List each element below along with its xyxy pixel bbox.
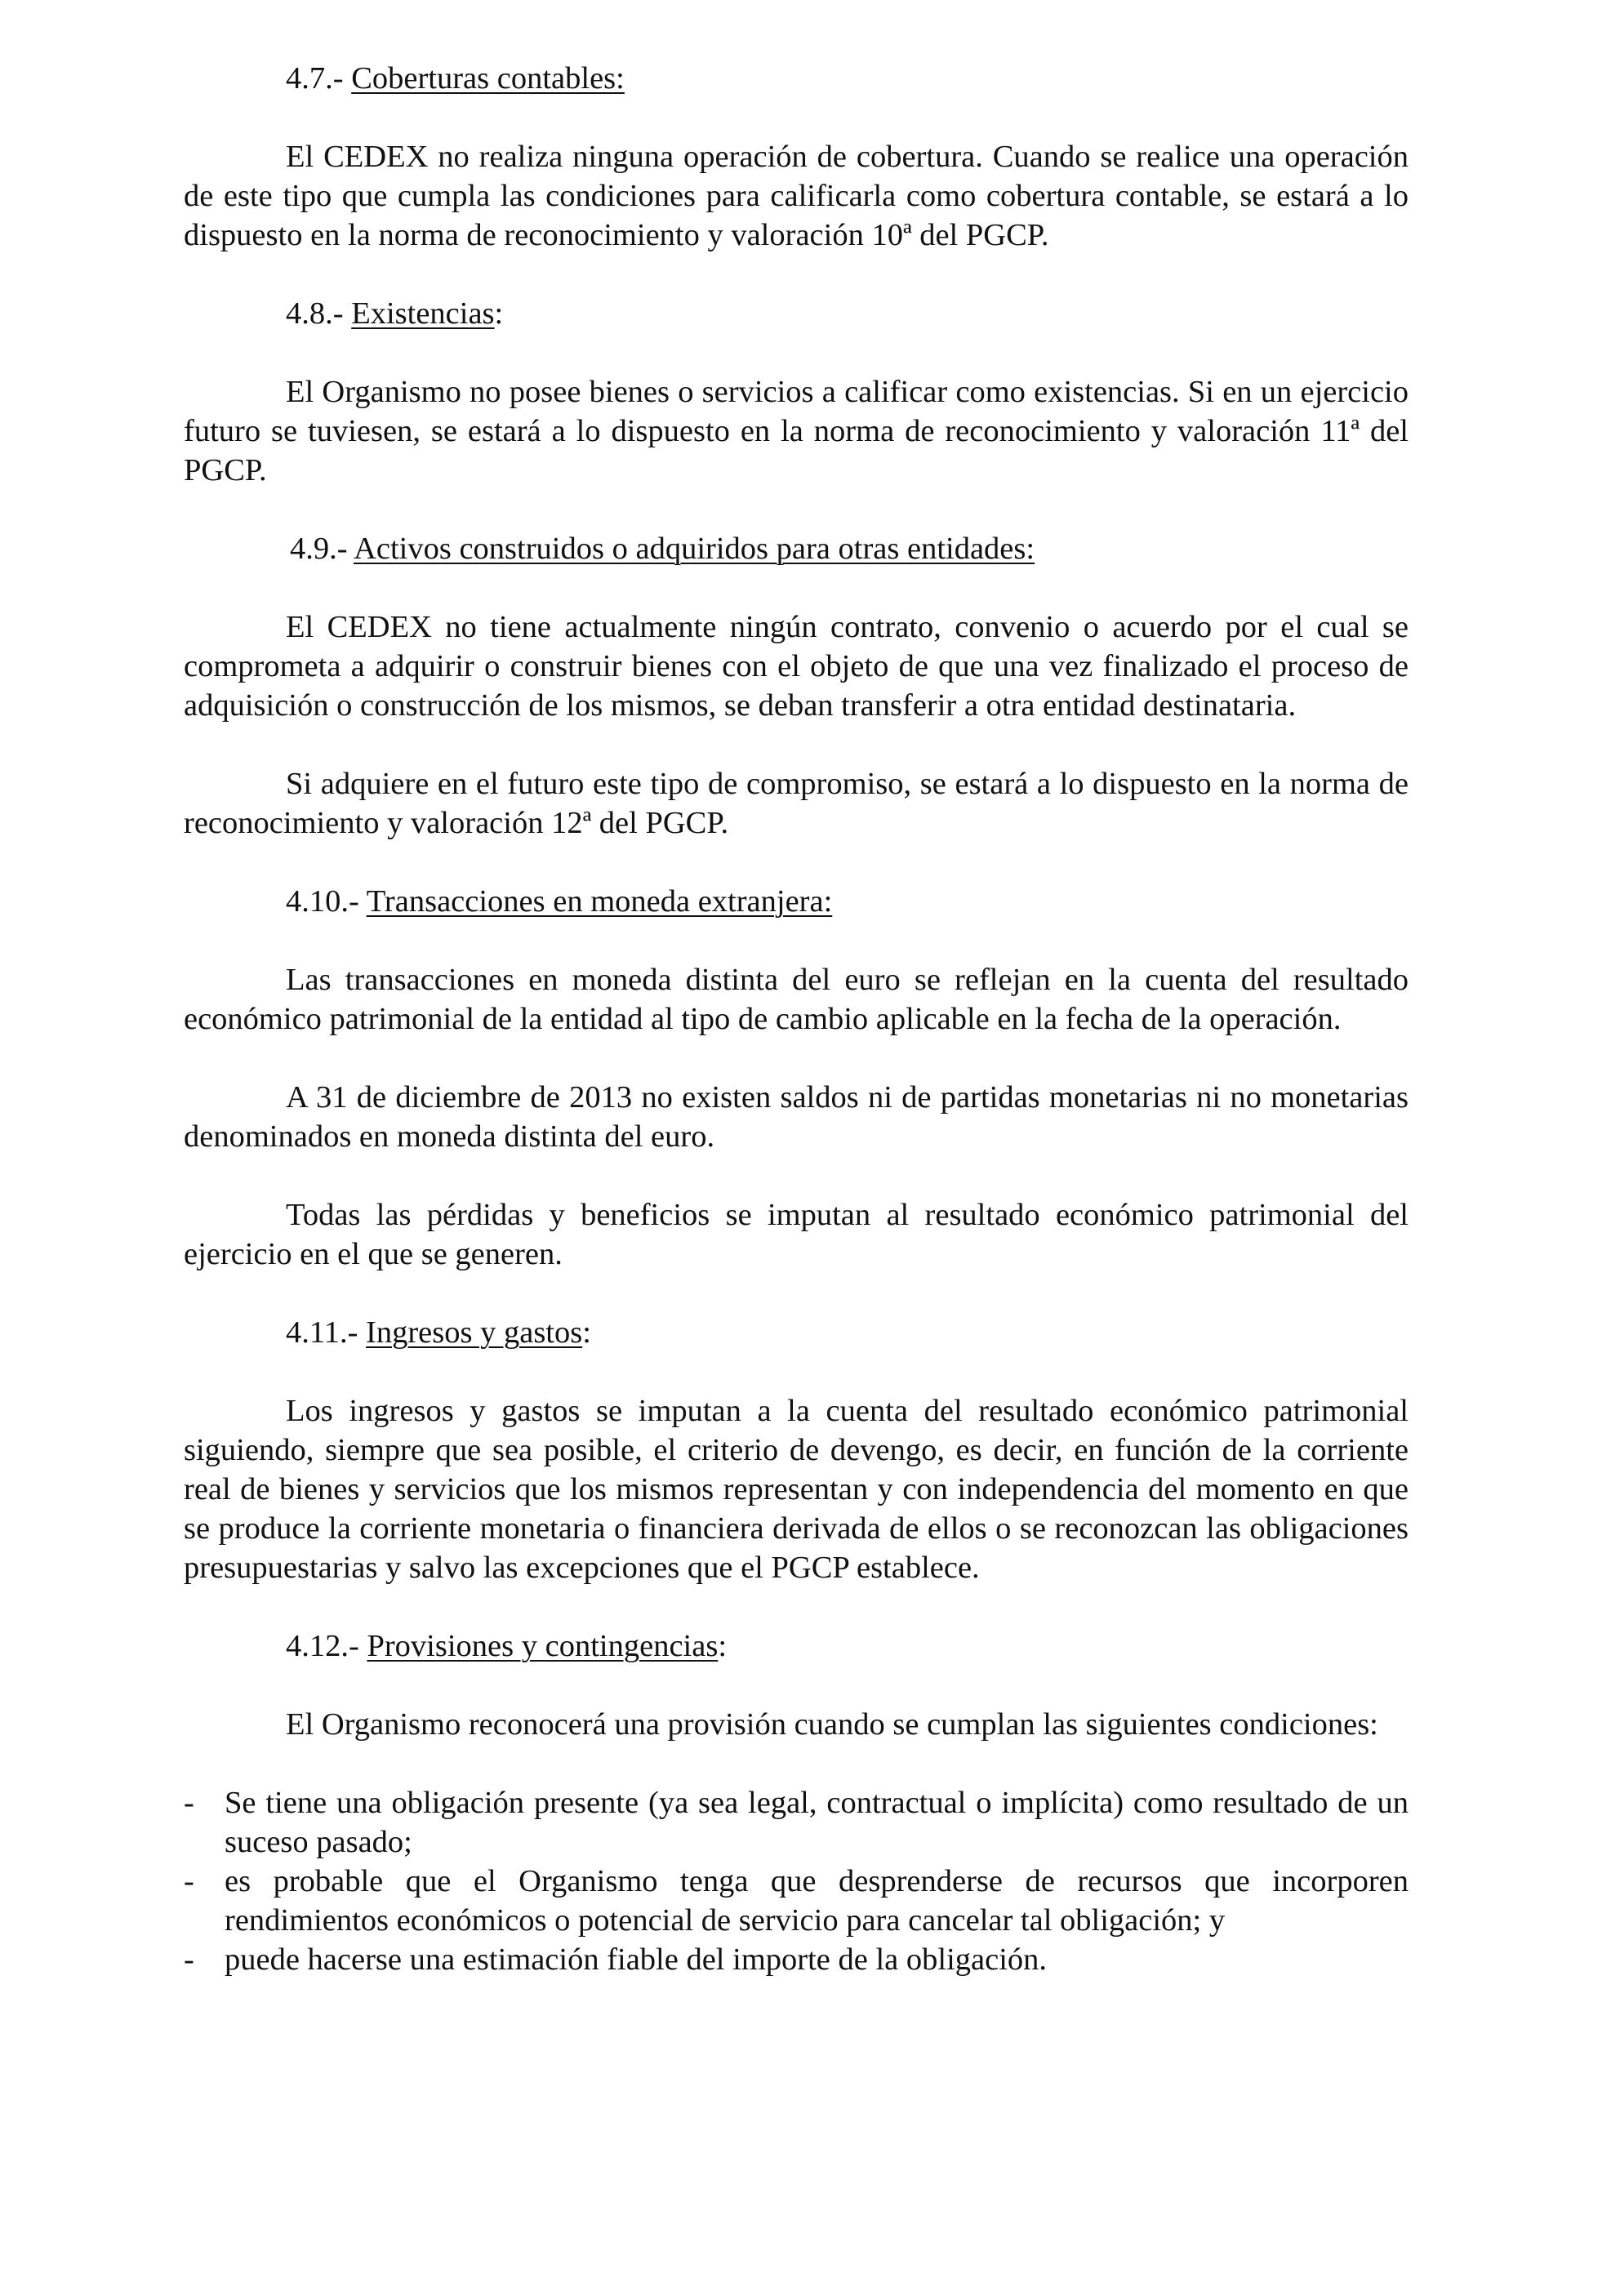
section-number: 4.12.-: [286, 1629, 367, 1663]
document-page: [184, 59, 1409, 1979]
paragraph: El Organismo no posee bienes o servicios a calificar como existencias. Si en un ejercicio futuro se tuviesen, se estará a lo dispuesto en la norma de reconocimiento y valoración 11ª del PGCP.: [184, 375, 1409, 487]
section-heading-4-9: [184, 529, 1409, 568]
section-heading-4-10: [184, 882, 1409, 921]
section-heading-4-8: [184, 294, 1409, 333]
paragraph: El Organismo reconocerá una provisión cuando se cumplan las siguientes condiciones:: [286, 1707, 1378, 1742]
paragraph: Los ingresos y gastos se imputan a la cuenta del resultado económico patrimonial siguiendo, siempre que sea posible, el criterio de devengo, es decir, en función de la corriente real de bienes y servicios que los mismos representan y con independencia del momento en que se produce la corriente monetaria o financiera derivada de ellos o se reconozcan las obligaciones presupuestarias y salvo las excepciones que el PGCP establece.: [184, 1394, 1409, 1585]
paragraph: Todas las pérdidas y beneficios se imputan al resultado económico patrimonial del ejercicio en el que se generen.: [184, 1198, 1409, 1271]
section-number: 4.8.-: [286, 296, 352, 331]
list-dash: -: [184, 1942, 194, 1977]
list-item-text: puede hacerse una estimación fiable del importe de la obligación.: [225, 1942, 1048, 1977]
section-title-suffix: :: [582, 1315, 591, 1350]
section-title-suffix: :: [494, 296, 504, 331]
list-item: [184, 1940, 1409, 1979]
list-item-text: Se tiene una obligación presente (ya sea legal, contractual o implícita) como resultado de un suceso pasado;: [225, 1786, 1409, 1859]
section-title: Transacciones en moneda extranjera:: [366, 884, 833, 919]
list-item: [184, 1862, 1409, 1940]
conditions-list: [184, 1783, 1409, 1979]
section-number: 4.10.-: [286, 884, 367, 919]
section-number: 4.7.-: [286, 61, 352, 96]
section-number: 4.11.-: [286, 1315, 367, 1350]
paragraph: Si adquiere en el futuro este tipo de compromiso, se estará a lo dispuesto en la norma de reconocimiento y valoración 12ª del PGCP.: [184, 767, 1409, 840]
paragraph: Las transacciones en moneda distinta del euro se reflejan en la cuenta del resultado económico patrimonial de la entidad al tipo de cambio aplicable en la fecha de la operación.: [184, 963, 1409, 1036]
section-title: Ingresos y gastos: [366, 1315, 583, 1350]
paragraph: A 31 de diciembre de 2013 no existen saldos ni de partidas monetarias ni no monetarias denominados en moneda distinta del euro.: [184, 1080, 1409, 1154]
section-title: Activos construidos o adquiridos para otras entidades:: [354, 532, 1035, 566]
section-title: Provisiones y contingencias: [367, 1629, 719, 1663]
list-item-text: es probable que el Organismo tenga que desprenderse de recursos que incorporen rendimientos económicos o potencial de servicio para cancelar tal obligación; y: [225, 1864, 1409, 1938]
section-heading-4-12: [184, 1626, 1409, 1666]
section-title-suffix: :: [718, 1629, 728, 1663]
paragraph: El CEDEX no realiza ninguna operación de cobertura. Cuando se realice una operación de este tipo que cumpla las condiciones para calificarla como cobertura contable, se estará a lo dispuesto en la norma de reconocimiento y valoración 10ª del PGCP.: [184, 140, 1409, 252]
section-heading-4-11: [184, 1313, 1409, 1352]
list-dash: -: [184, 1864, 194, 1898]
section-title: Coberturas contables:: [351, 61, 625, 96]
list-dash: -: [184, 1786, 194, 1820]
list-item: [184, 1783, 1409, 1862]
section-title: Existencias: [351, 296, 495, 331]
section-heading-4-7: [184, 59, 1409, 98]
paragraph: El CEDEX no tiene actualmente ningún contrato, convenio o acuerdo por el cual se comprometa a adquirir o construir bienes con el objeto de que una vez finalizado el proceso de adquisición o construcción de los mismos, se deban transferir a otra entidad destinataria.: [184, 610, 1409, 723]
section-number: 4.9.-: [290, 532, 354, 566]
